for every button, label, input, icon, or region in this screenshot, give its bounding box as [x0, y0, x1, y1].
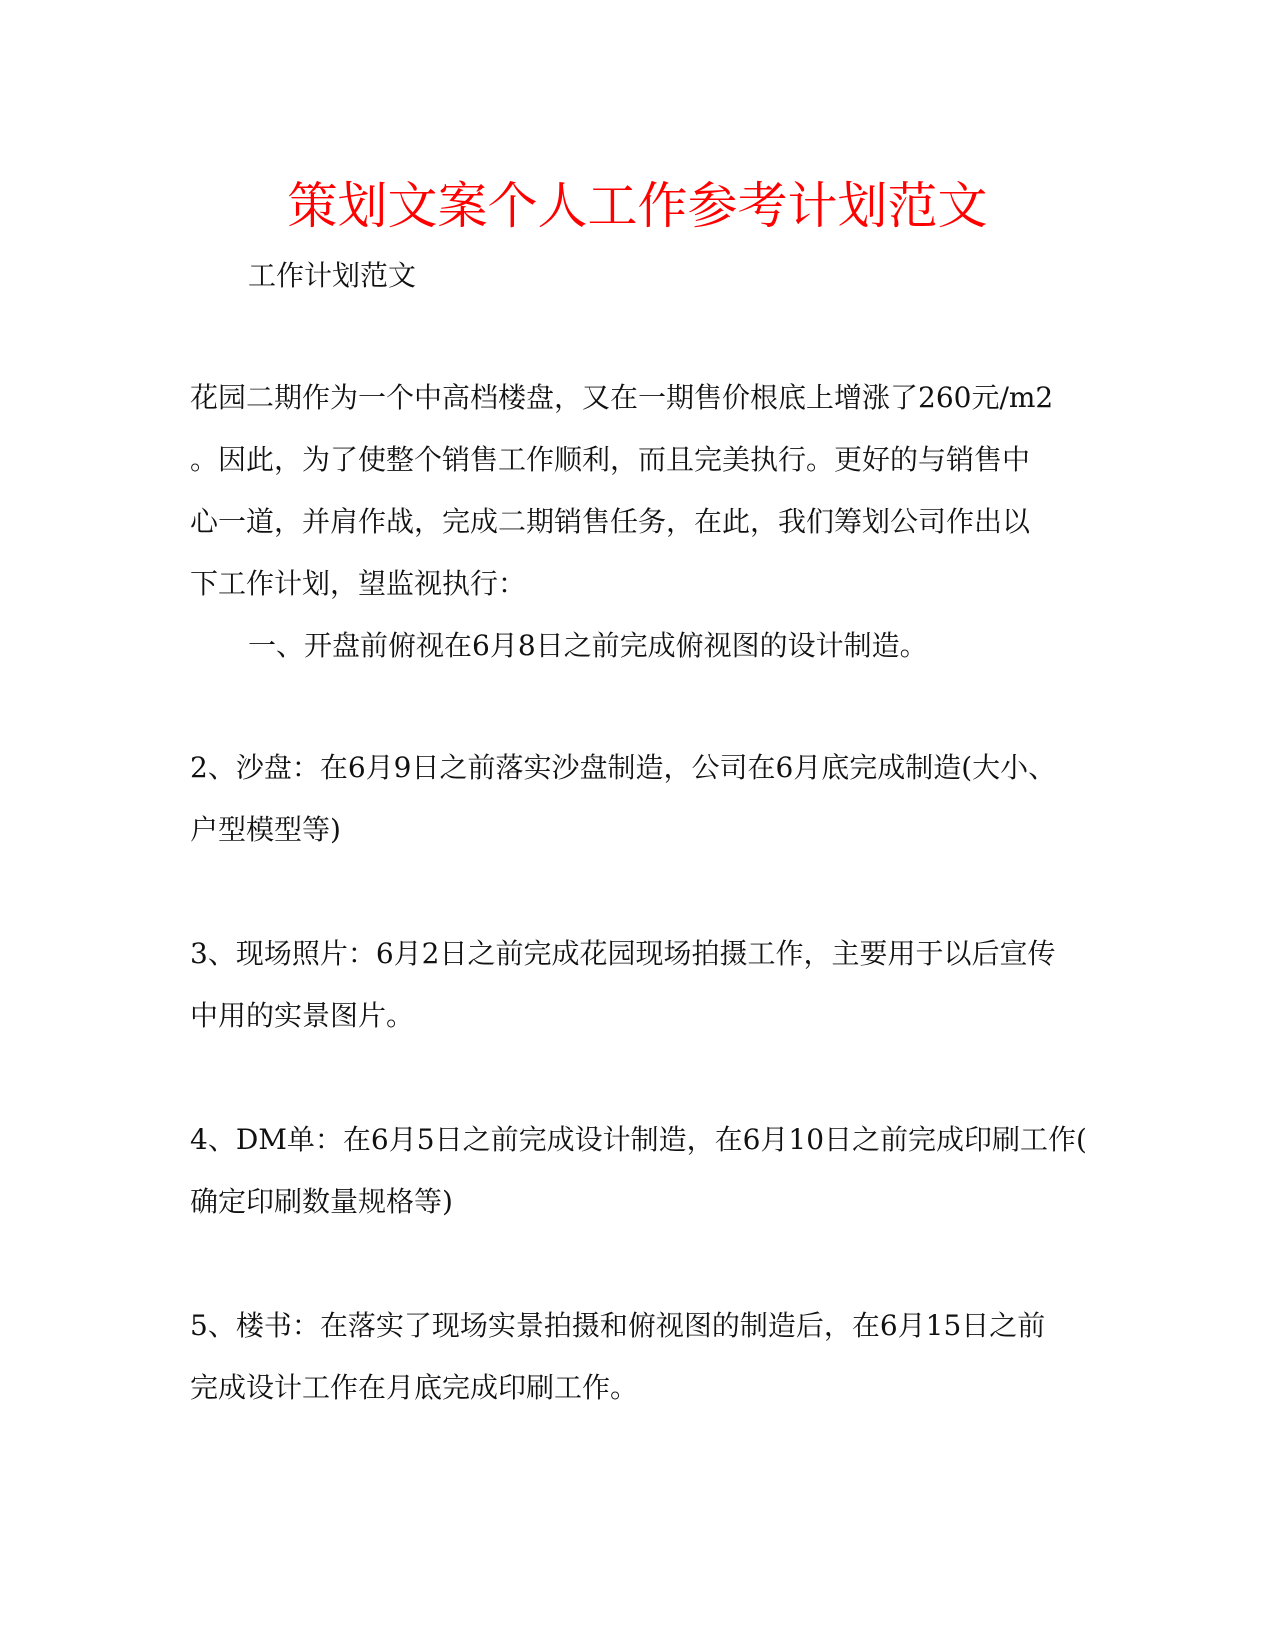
plan-item-2-line: 2、沙盘：在6月9日之前落实沙盘制造，公司在6月底完成制造(大小、	[190, 751, 1057, 784]
plan-item-4-line: 确定印刷数量规格等)	[190, 1185, 453, 1218]
intro-line: 心一道，并肩作战，完成二期销售任务，在此，我们筹划公司作出以	[190, 505, 1031, 538]
document-title: 策划文案个人工作参考计划范文	[287, 177, 988, 235]
intro-line: 。因此，为了使整个销售工作顺利，而且完美执行。更好的与销售中	[190, 443, 1031, 476]
plan-item-1: 一、开盘前俯视在6月8日之前完成俯视图的设计制造。	[248, 629, 928, 662]
plan-item-4-line: 4、DM单：在6月5日之前完成设计制造，在6月10日之前完成印刷工作(	[190, 1123, 1087, 1156]
plan-item-2-line: 户型模型等)	[190, 813, 341, 846]
plan-item-3-line: 中用的实景图片。	[190, 999, 415, 1032]
plan-item-3-line: 3、现场照片：6月2日之前完成花园现场拍摄工作，主要用于以后宣传	[190, 937, 1056, 970]
plan-item-5-line: 完成设计工作在月底完成印刷工作。	[190, 1371, 639, 1404]
intro-line: 花园二期作为一个中高档楼盘，又在一期售价根底上增涨了260元/m2	[190, 381, 1054, 414]
document-subtitle: 工作计划范文	[248, 259, 417, 292]
intro-line: 下工作计划，望监视执行：	[190, 567, 527, 600]
plan-item-5-line: 5、楼书：在落实了现场实景拍摄和俯视图的制造后，在6月15日之前	[190, 1309, 1046, 1342]
